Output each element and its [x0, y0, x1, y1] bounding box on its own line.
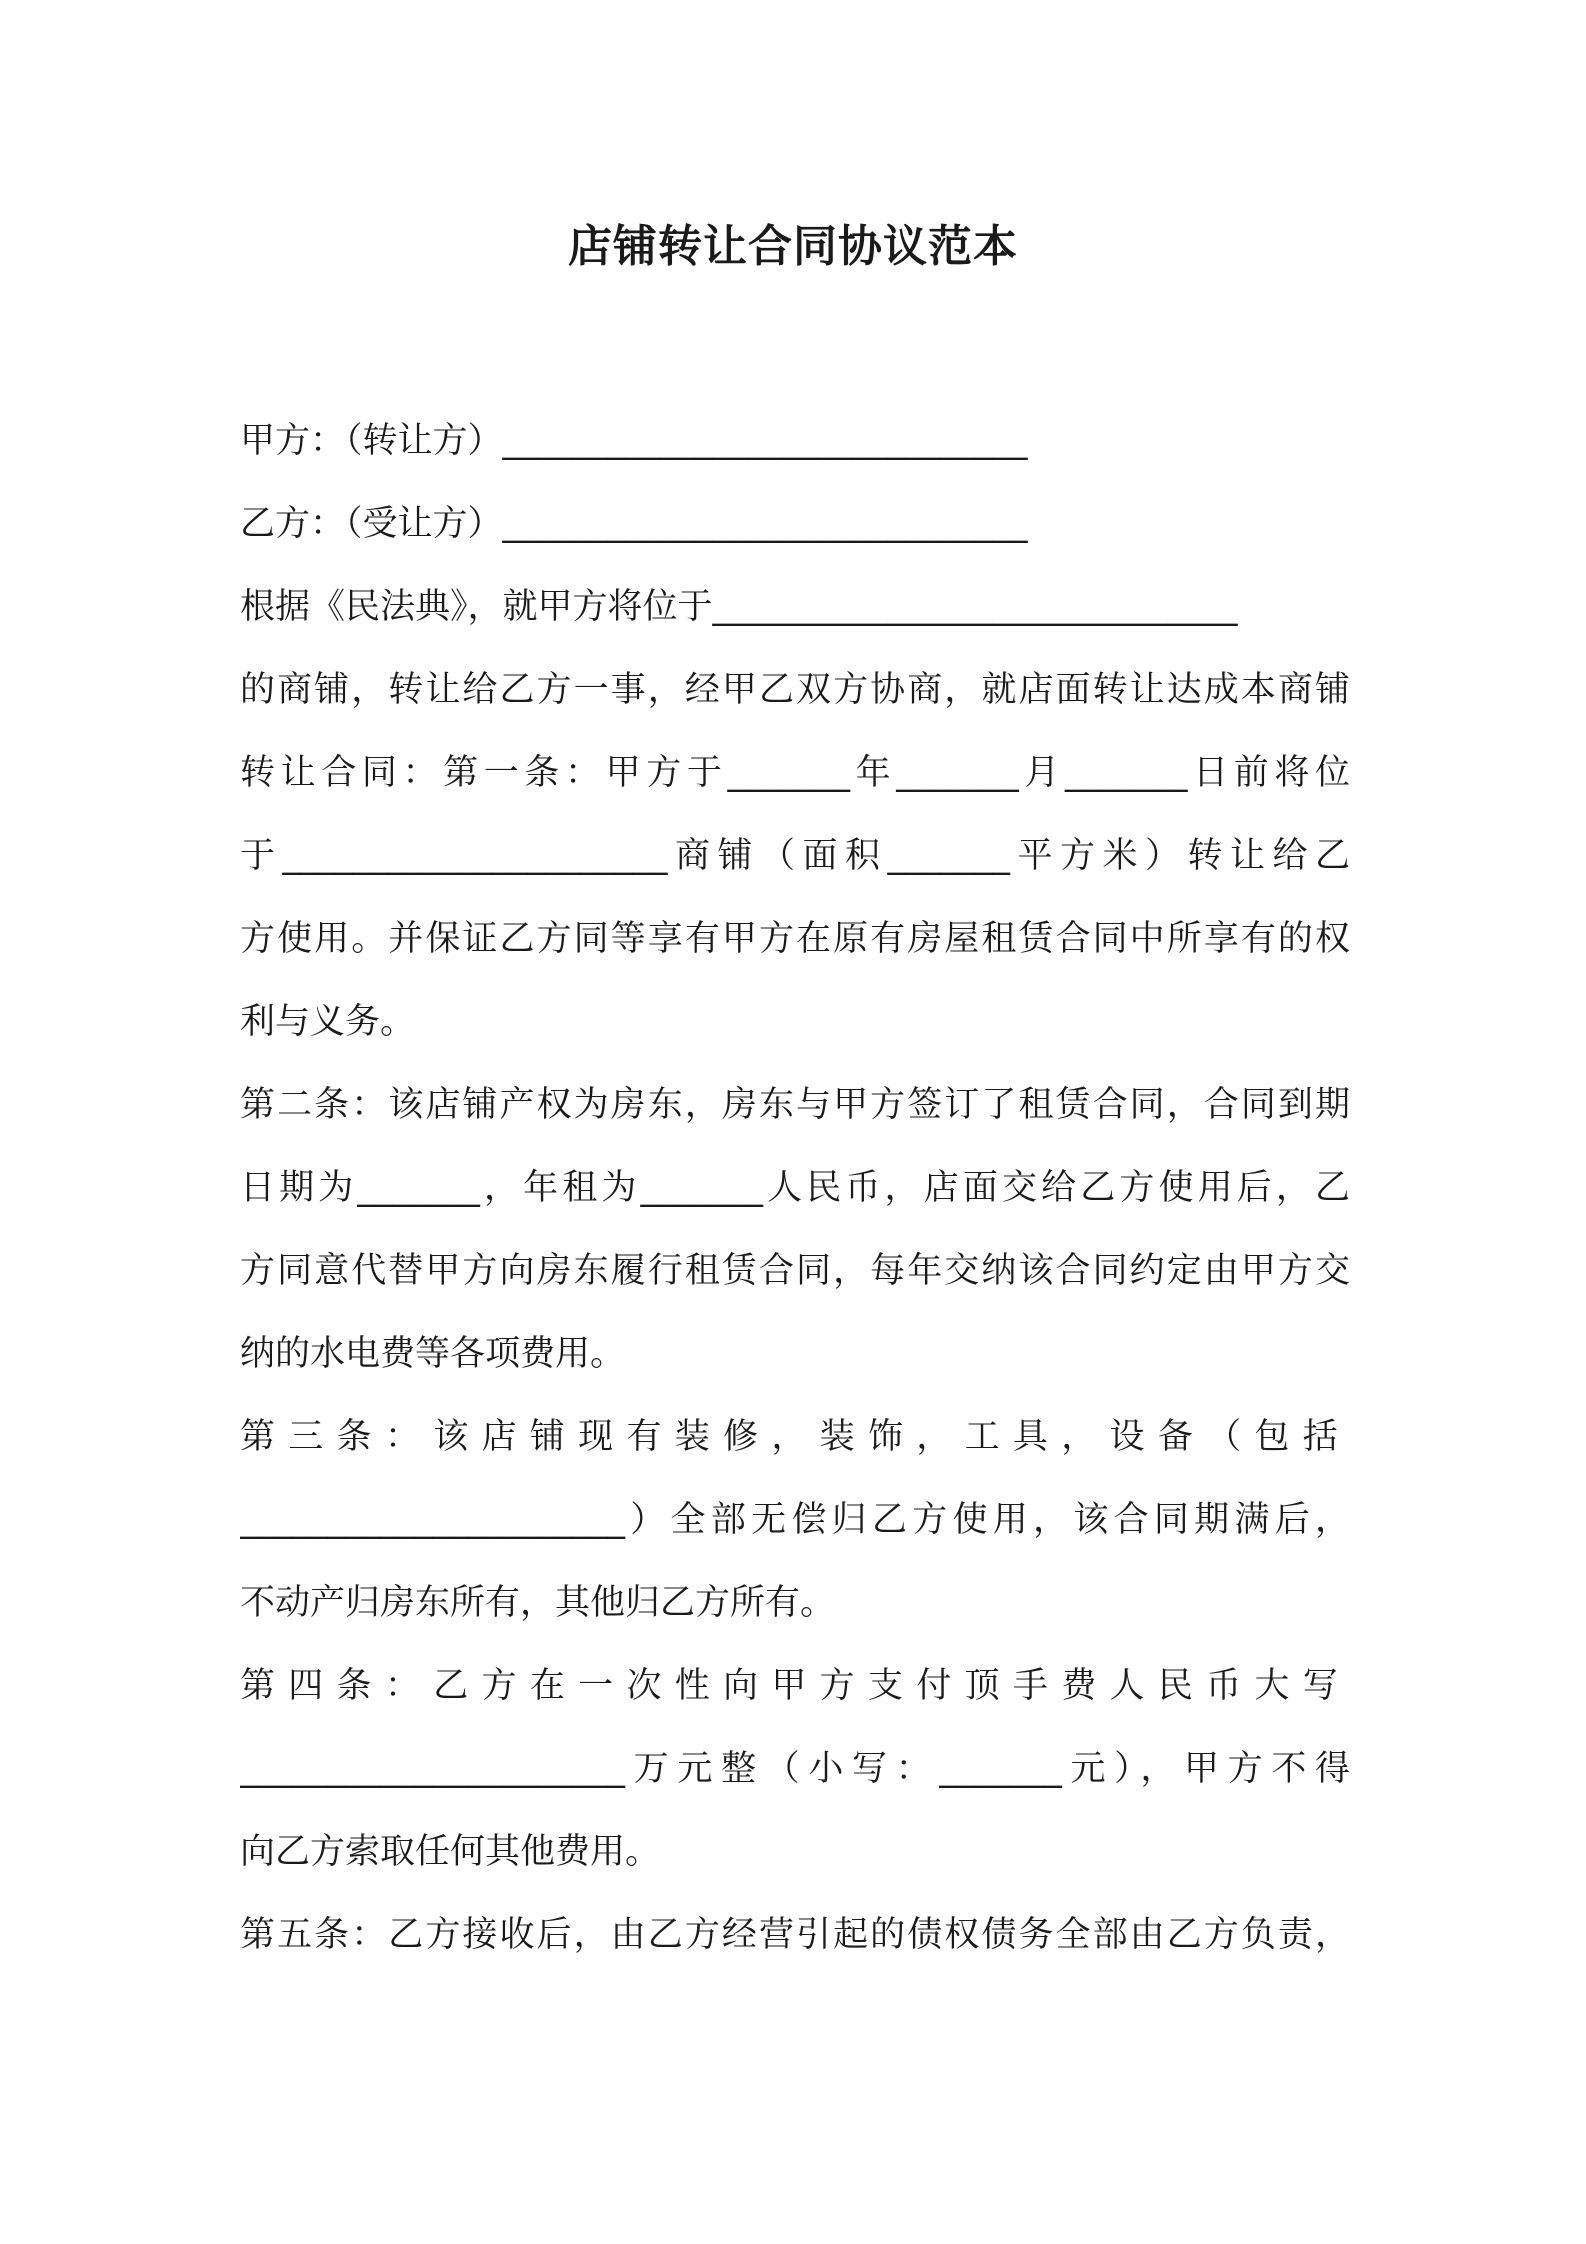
document-title: 店铺转让合同协议范本 [568, 221, 1018, 272]
article-5-line-1: 第五条：乙方接收后，由乙方经营引起的债权债务全部由乙方负责， [240, 1915, 1350, 1955]
article-2-line-1: 第二条：该店铺产权为房东，房东与甲方签订了租赁合同，合同到期 [240, 1085, 1350, 1125]
article-4-line-2: ______________________万元整（小写：_______元），甲方不得 [240, 1749, 1350, 1789]
contract-body [240, 400, 1350, 1977]
article-1-line-3: 方使用。并保证乙方同等享有甲方在原有房屋租赁合同中所享有的权 [240, 919, 1350, 959]
party-b-line: 乙方：（受让方）______________________________ [240, 504, 1028, 544]
article-4-line-1: 第四条：乙方在一次性向甲方支付顶手费人民币大写 [240, 1666, 1350, 1706]
article-1-line-2: 于______________________商铺（面积_______平方米）转让给乙 [240, 836, 1350, 876]
article-2-line-4: 纳的水电费等各项费用。 [240, 1334, 626, 1374]
article-4-line-3: 向乙方索取任何其他费用。 [240, 1832, 661, 1872]
article-3-line-2: ______________________）全部无偿归乙方使用，该合同期满后， [240, 1500, 1350, 1540]
article-3-line-1: 第三条：该店铺现有装修，装饰，工具，设备（包括 [240, 1417, 1350, 1457]
article-1-line-4: 利与义务。 [240, 1002, 416, 1042]
article-3-line-3: 不动产归房东所有，其他归乙方所有。 [240, 1583, 836, 1623]
party-a-line: 甲方：（转让方）______________________________ [240, 421, 1028, 461]
preamble-line-2: 的商铺，转让给乙方一事，经甲乙双方协商，就店面转让达成本商铺 [240, 670, 1350, 710]
article-2-line-2: 日期为_______，年租为_______人民币，店面交给乙方使用后，乙 [240, 1168, 1350, 1208]
article-2-line-3: 方同意代替甲方向房东履行租赁合同，每年交纳该合同约定由甲方交 [240, 1251, 1350, 1291]
preamble-line-1: 根据《民法典》，就甲方将位于______________________________ [240, 587, 1238, 627]
article-1-line-1: 转让合同：第一条：甲方于_______年_______月_______日前将位 [240, 753, 1350, 793]
